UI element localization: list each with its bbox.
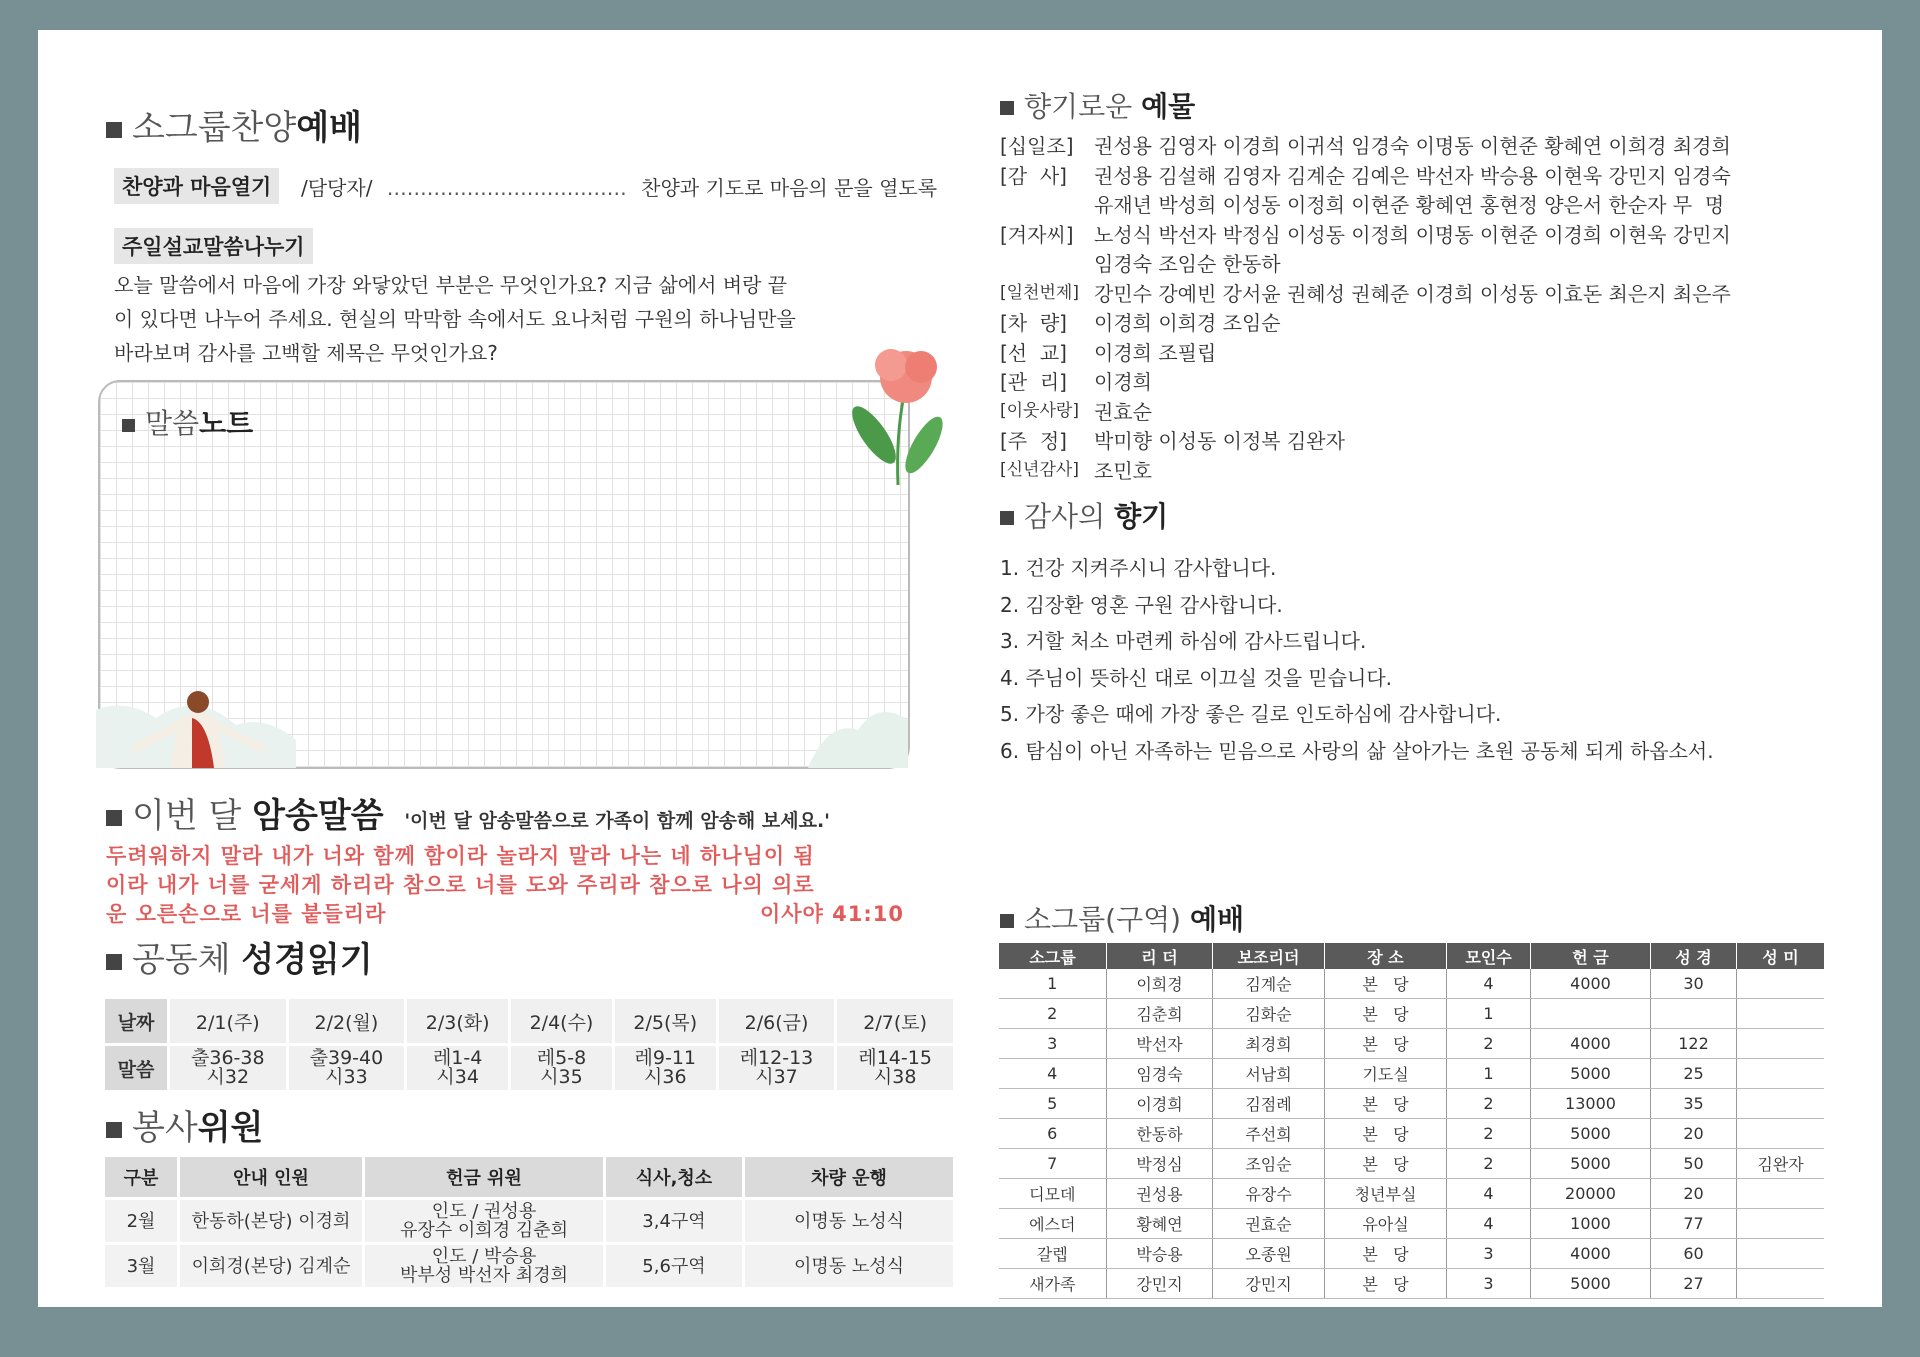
group-cell: 박승용 xyxy=(1107,1239,1213,1269)
groups-header: 헌 금 xyxy=(1531,943,1651,969)
note-title-light: 말씀 xyxy=(145,407,200,440)
group-cell: 서남희 xyxy=(1213,1059,1325,1089)
group-cell: 6 xyxy=(999,1119,1107,1149)
reading-title-bold: 성경읽기 xyxy=(241,940,373,980)
service-offering xyxy=(364,1244,605,1289)
group-row xyxy=(999,1089,1825,1119)
offering-names: 조민호 xyxy=(1094,458,1152,483)
passage-a: 레5-8 xyxy=(536,1047,587,1069)
offering-row xyxy=(1000,248,1731,278)
groups-header: 보조리더 xyxy=(1213,943,1325,969)
praise-label: 찬양과 마음열기 xyxy=(114,168,279,204)
groups-table xyxy=(998,943,1824,1299)
service-car: 이명동 노성식 xyxy=(744,1244,955,1289)
group-cell: 조임순 xyxy=(1213,1149,1325,1179)
offering-row xyxy=(1000,160,1731,190)
group-cell: 5000 xyxy=(1531,1059,1651,1089)
offering-row xyxy=(1000,396,1731,426)
bulletin-page xyxy=(38,30,1882,1307)
group-cell: 김점례 xyxy=(1213,1089,1325,1119)
thanks-item: 6. 탐심이 아닌 자족하는 믿음으로 사랑의 삶 살아가는 초원 공동체 되게 하옵소서. xyxy=(1000,738,1714,763)
group-cell: 20 xyxy=(1651,1179,1737,1209)
service-guide: 한동하(본당) 이경희 xyxy=(179,1199,364,1244)
offering-category: [겨자씨] xyxy=(1000,222,1074,247)
group-cell: 유장수 xyxy=(1213,1179,1325,1209)
group-cell: 1 xyxy=(999,969,1107,999)
offering-names: 권성용 김영자 이경희 이귀석 임경숙 이명동 이현준 황혜연 이희경 최경희 xyxy=(1094,134,1731,158)
group-cell: 4000 xyxy=(1531,969,1651,999)
group-cell: 갈렙 xyxy=(999,1239,1107,1269)
group-cell xyxy=(1737,999,1825,1029)
thanks-item: 4. 주님이 뜻하신 대로 이끄실 것을 믿습니다. xyxy=(1000,665,1393,690)
offerings-title-bold: 예물 xyxy=(1141,90,1196,123)
memory-title-light: 이번 달 xyxy=(132,796,242,836)
offering-category: [십일조] xyxy=(1000,134,1074,158)
sermon-questions xyxy=(114,268,914,370)
offering-lead: 인도 / 권성용 xyxy=(431,1201,537,1222)
group-cell: 77 xyxy=(1651,1209,1737,1239)
group-cell: 이경희 xyxy=(1107,1089,1213,1119)
memory-title-bold: 암송말씀 xyxy=(252,796,384,836)
groups-header: 성 경 xyxy=(1651,943,1737,969)
service-meal: 3,4구역 xyxy=(605,1199,744,1244)
reading-date: 2/6(금) xyxy=(717,998,836,1045)
thanks-item: 3. 거할 처소 마련케 하심에 감사드립니다. xyxy=(1000,629,1367,653)
group-cell: 본 당 xyxy=(1325,1239,1447,1269)
offering-names: 권효순 xyxy=(1094,399,1152,424)
offering-row xyxy=(1000,337,1731,367)
group-row xyxy=(999,1239,1825,1269)
section-marker-icon xyxy=(106,122,122,138)
reading-title-light: 공동체 xyxy=(132,940,231,980)
groups-section-title xyxy=(1000,898,1244,938)
verse-line: 두려워하지 말라 내가 너와 함께 함이라 놀라지 말라 나는 네 하나님이 됨 xyxy=(106,844,815,868)
passage-a: 레14-15 xyxy=(858,1047,932,1069)
group-row xyxy=(999,969,1825,999)
group-cell: 5 xyxy=(999,1089,1107,1119)
reading-passage xyxy=(717,1045,836,1092)
sermon-line: 바라보며 감사를 고백할 제목은 무엇인가요? xyxy=(114,341,498,365)
section-marker-icon xyxy=(106,1122,122,1138)
reading-passage xyxy=(836,1045,955,1092)
group-cell xyxy=(1737,1269,1825,1299)
group-cell: 강민지 xyxy=(1213,1269,1325,1299)
praise-dots: ……………………………… xyxy=(386,176,627,200)
section-marker-icon xyxy=(1000,511,1014,525)
offering-category: [신년감사] xyxy=(1000,459,1079,480)
group-cell: 4000 xyxy=(1531,1029,1651,1059)
group-cell: 25 xyxy=(1651,1059,1737,1089)
group-cell xyxy=(1737,1209,1825,1239)
reading-passage xyxy=(287,1045,406,1092)
group-cell: 122 xyxy=(1651,1029,1737,1059)
group-row xyxy=(999,1269,1825,1299)
offering-category: [차 량] xyxy=(1000,311,1067,335)
service-offering xyxy=(364,1199,605,1244)
offering-row xyxy=(1000,189,1731,219)
group-row xyxy=(999,1209,1825,1239)
groups-title-light: 소그룹(구역) xyxy=(1024,903,1182,936)
thanks-title-bold: 향기 xyxy=(1114,500,1169,533)
group-cell: 13000 xyxy=(1531,1089,1651,1119)
service-row xyxy=(104,1244,955,1289)
thanks-list xyxy=(1000,550,1714,769)
group-cell: 본 당 xyxy=(1325,1269,1447,1299)
passage-a: 출36-38 xyxy=(191,1047,265,1069)
group-cell: 2 xyxy=(999,999,1107,1029)
group-cell: 2 xyxy=(1447,1149,1531,1179)
reading-section-title xyxy=(106,932,373,981)
memory-section-title xyxy=(106,788,830,837)
service-header: 구분 xyxy=(104,1156,179,1199)
offering-names: 임경숙 조임순 한동하 xyxy=(1094,252,1281,276)
reading-date: 2/7(토) xyxy=(836,998,955,1045)
jesus-illustration-icon xyxy=(96,670,296,768)
passage-b: 시34 xyxy=(436,1066,479,1088)
reading-passage xyxy=(510,1045,614,1092)
section-marker-icon xyxy=(1000,914,1014,928)
offering-names: 이경희 이희경 조임순 xyxy=(1094,311,1281,335)
group-row xyxy=(999,1179,1825,1209)
memory-subtitle: '이번 달 암송말씀으로 가족이 함께 암송해 보세요.' xyxy=(404,810,830,832)
passage-a: 레9-11 xyxy=(634,1047,697,1069)
group-cell: 청년부실 xyxy=(1325,1179,1447,1209)
group-cell: 2 xyxy=(1447,1089,1531,1119)
group-cell: 50 xyxy=(1651,1149,1737,1179)
verse-line: 운 오른손으로 너를 붙들리라 xyxy=(106,902,387,926)
offering-category: [이웃사랑] xyxy=(1000,400,1079,421)
group-cell: 1 xyxy=(1447,999,1531,1029)
group-cell: 권성용 xyxy=(1107,1179,1213,1209)
section-marker-icon xyxy=(106,954,122,970)
flower-illustration-icon xyxy=(846,325,966,495)
offering-members: 유장수 이희경 김춘희 xyxy=(400,1220,568,1241)
reading-date: 2/5(목) xyxy=(613,998,717,1045)
cloud-decoration-icon xyxy=(808,690,908,768)
offering-names: 이경희 xyxy=(1094,370,1152,394)
section-marker-icon xyxy=(106,810,122,826)
passage-a: 레12-13 xyxy=(739,1047,814,1069)
group-cell: 주선희 xyxy=(1213,1119,1325,1149)
praise-line xyxy=(301,172,937,201)
offering-lead: 인도 / 박승용 xyxy=(431,1246,537,1267)
passage-b: 시37 xyxy=(755,1066,798,1088)
service-header: 안내 인원 xyxy=(179,1156,364,1199)
groups-header-row xyxy=(999,943,1825,969)
group-cell: 최경희 xyxy=(1213,1029,1325,1059)
group-cell: 2 xyxy=(1447,1029,1531,1059)
worship-section-title xyxy=(106,100,362,149)
group-cell xyxy=(1737,1059,1825,1089)
offering-row xyxy=(1000,425,1731,455)
service-month: 2월 xyxy=(104,1199,179,1244)
reading-date: 2/3(화) xyxy=(406,998,510,1045)
reading-word-row xyxy=(104,1045,955,1092)
service-header-row xyxy=(104,1156,955,1199)
group-cell xyxy=(1737,1239,1825,1269)
group-cell: 3 xyxy=(1447,1239,1531,1269)
group-cell: 20000 xyxy=(1531,1179,1651,1209)
note-title xyxy=(122,402,253,442)
group-cell: 27 xyxy=(1651,1269,1737,1299)
thanks-section-title xyxy=(1000,495,1168,535)
groups-header: 장 소 xyxy=(1325,943,1447,969)
offering-names: 유재년 박성희 이성동 이정희 이현준 황혜연 홍현정 양은서 한순자 무 명 xyxy=(1094,193,1725,217)
offering-names: 박미향 이성동 이정복 김완자 xyxy=(1094,429,1345,453)
group-cell: 새가족 xyxy=(999,1269,1107,1299)
group-cell xyxy=(1737,1119,1825,1149)
service-header: 차량 운행 xyxy=(744,1156,955,1199)
groups-title-bold: 예배 xyxy=(1190,903,1245,936)
group-cell: 오종원 xyxy=(1213,1239,1325,1269)
group-cell: 35 xyxy=(1651,1089,1737,1119)
group-cell: 60 xyxy=(1651,1239,1737,1269)
service-meal: 5,6구역 xyxy=(605,1244,744,1289)
offerings-list xyxy=(1000,130,1731,484)
reading-passage xyxy=(406,1045,510,1092)
group-cell: 5000 xyxy=(1531,1119,1651,1149)
offering-row xyxy=(1000,130,1731,160)
group-cell: 박정심 xyxy=(1107,1149,1213,1179)
sermon-line: 이 있다면 나누어 주세요. 현실의 막막함 속에서도 요나처럼 구원의 하나님만을 xyxy=(114,307,796,331)
group-cell: 4 xyxy=(999,1059,1107,1089)
group-cell: 본 당 xyxy=(1325,1119,1447,1149)
group-cell: 본 당 xyxy=(1325,1149,1447,1179)
group-cell: 디모데 xyxy=(999,1179,1107,1209)
reading-table xyxy=(102,996,956,1093)
offering-row xyxy=(1000,307,1731,337)
offerings-section-title xyxy=(1000,85,1195,125)
thanks-item: 2. 김장환 영혼 구원 감사합니다. xyxy=(1000,592,1283,617)
groups-header: 소그룹 xyxy=(999,943,1107,969)
service-month: 3월 xyxy=(104,1244,179,1289)
passage-b: 시32 xyxy=(206,1066,250,1088)
service-header: 헌금 위원 xyxy=(364,1156,605,1199)
passage-a: 레1-4 xyxy=(432,1047,483,1069)
group-row xyxy=(999,1119,1825,1149)
verse-reference: 이사야 41:10 xyxy=(759,902,904,926)
group-cell: 본 당 xyxy=(1325,999,1447,1029)
groups-header: 모인수 xyxy=(1447,943,1531,969)
worship-title-light: 소그룹찬양 xyxy=(132,108,297,148)
offering-row xyxy=(1000,278,1731,308)
passage-b: 시35 xyxy=(540,1066,583,1088)
group-cell: 1000 xyxy=(1531,1209,1651,1239)
offering-names: 이경희 조필립 xyxy=(1094,340,1217,365)
passage-b: 시38 xyxy=(873,1066,917,1088)
section-marker-icon xyxy=(122,419,135,432)
group-cell: 4 xyxy=(1447,1179,1531,1209)
section-marker-icon xyxy=(1000,101,1014,115)
group-cell: 김화순 xyxy=(1213,999,1325,1029)
note-title-bold: 노트 xyxy=(199,407,254,440)
group-cell: 권효순 xyxy=(1213,1209,1325,1239)
group-row xyxy=(999,1029,1825,1059)
group-cell: 4 xyxy=(1447,969,1531,999)
service-section-title xyxy=(106,1100,263,1149)
passage-a: 출39-40 xyxy=(309,1047,384,1069)
group-cell: 4000 xyxy=(1531,1239,1651,1269)
group-cell: 20 xyxy=(1651,1119,1737,1149)
group-cell: 30 xyxy=(1651,969,1737,999)
offering-names: 권성용 김설해 김영자 김계순 김예은 박선자 박승용 이현욱 강민지 임경숙 xyxy=(1094,163,1731,188)
service-row xyxy=(104,1199,955,1244)
offering-row xyxy=(1000,219,1731,249)
group-cell: 이희경 xyxy=(1107,969,1213,999)
word-header: 말씀 xyxy=(104,1045,169,1092)
group-cell: 한동하 xyxy=(1107,1119,1213,1149)
verse-last-line xyxy=(106,900,906,929)
group-row xyxy=(999,999,1825,1029)
group-cell: 김계순 xyxy=(1213,969,1325,999)
thanks-title-light: 감사의 xyxy=(1024,500,1106,533)
reading-date: 2/4(수) xyxy=(510,998,614,1045)
group-cell: 유아실 xyxy=(1325,1209,1447,1239)
passage-b: 시36 xyxy=(644,1066,687,1088)
group-cell xyxy=(1651,999,1737,1029)
group-cell: 본 당 xyxy=(1325,969,1447,999)
group-cell xyxy=(1737,1179,1825,1209)
group-cell: 황혜연 xyxy=(1107,1209,1213,1239)
reading-passage xyxy=(169,1045,288,1092)
group-cell: 3 xyxy=(999,1029,1107,1059)
group-cell: 7 xyxy=(999,1149,1107,1179)
group-cell: 3 xyxy=(1447,1269,1531,1299)
service-car: 이명동 노성식 xyxy=(744,1199,955,1244)
offering-category: [선 교] xyxy=(1000,340,1067,365)
sermon-label: 주일설교말씀나누기 xyxy=(114,228,313,264)
offering-names: 강민수 강예빈 강서윤 권혜성 권혜준 이경희 이성동 이효돈 최은지 최은주 xyxy=(1094,281,1731,306)
group-row xyxy=(999,1149,1825,1179)
service-title-light: 봉사 xyxy=(132,1108,198,1148)
date-header: 날짜 xyxy=(104,998,169,1045)
group-cell: 2 xyxy=(1447,1119,1531,1149)
groups-header: 리 더 xyxy=(1107,943,1213,969)
memory-verse xyxy=(106,842,906,929)
offering-members: 박부성 박선자 최경희 xyxy=(400,1265,568,1286)
worship-title-bold: 예배 xyxy=(296,108,362,148)
service-guide: 이희경(본당) 김계순 xyxy=(179,1244,364,1289)
reading-passage xyxy=(613,1045,717,1092)
offering-category: [일천번제] xyxy=(1000,282,1079,303)
passage-b: 시33 xyxy=(325,1066,368,1088)
group-cell: 강민지 xyxy=(1107,1269,1213,1299)
group-row xyxy=(999,1059,1825,1089)
group-cell: 5000 xyxy=(1531,1149,1651,1179)
group-cell: 1 xyxy=(1447,1059,1531,1089)
reading-date: 2/2(월) xyxy=(287,998,406,1045)
groups-header: 성 미 xyxy=(1737,943,1825,969)
group-cell xyxy=(1737,1089,1825,1119)
service-header: 식사,청소 xyxy=(605,1156,744,1199)
offering-category: [관 리] xyxy=(1000,370,1067,394)
verse-line: 이라 내가 너를 굳세게 하리라 참으로 너를 도와 주리라 참으로 나의 의로 xyxy=(106,873,815,897)
group-cell: 본 당 xyxy=(1325,1089,1447,1119)
group-cell: 5000 xyxy=(1531,1269,1651,1299)
group-cell: 박선자 xyxy=(1107,1029,1213,1059)
reading-date: 2/1(주) xyxy=(169,998,288,1045)
thanks-item: 1. 건강 지켜주시니 감사합니다. xyxy=(1000,556,1277,580)
offering-row xyxy=(1000,455,1731,485)
praise-desc: 찬양과 기도로 마음의 문을 열도록 xyxy=(641,176,938,200)
service-title-bold: 위원 xyxy=(197,1108,264,1148)
offerings-title-light: 향기로운 xyxy=(1024,90,1133,123)
praise-role: /담당자/ xyxy=(301,176,373,200)
offering-category: [주 정] xyxy=(1000,429,1067,453)
offering-names: 노성식 박선자 박정심 이성동 이정희 이명동 이현준 이경희 이현욱 강민지 xyxy=(1094,222,1731,247)
group-cell: 김춘희 xyxy=(1107,999,1213,1029)
group-cell: 에스더 xyxy=(999,1209,1107,1239)
group-cell xyxy=(1531,999,1651,1029)
group-cell: 김완자 xyxy=(1737,1149,1825,1179)
group-cell: 임경숙 xyxy=(1107,1059,1213,1089)
service-table xyxy=(102,1154,956,1290)
thanks-item: 5. 가장 좋은 때에 가장 좋은 길로 인도하심에 감사합니다. xyxy=(1000,702,1502,726)
group-cell xyxy=(1737,969,1825,999)
offering-row xyxy=(1000,366,1731,396)
sermon-line: 오늘 말씀에서 마음에 가장 와닿았던 부분은 무엇인가요? 지금 삶에서 벼랑 끝 xyxy=(114,273,788,297)
group-cell xyxy=(1737,1029,1825,1059)
group-cell: 본 당 xyxy=(1325,1029,1447,1059)
reading-date-row xyxy=(104,998,955,1045)
group-cell: 4 xyxy=(1447,1209,1531,1239)
offering-category: [감 사] xyxy=(1000,163,1067,188)
group-cell: 기도실 xyxy=(1325,1059,1447,1089)
